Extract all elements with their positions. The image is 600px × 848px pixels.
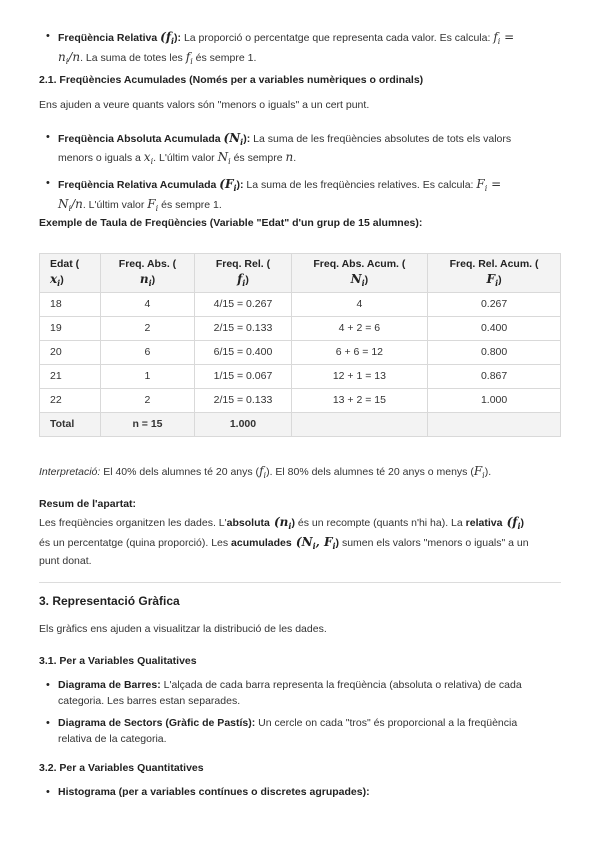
table-cell: 2/15 = 0.133 [195,317,291,341]
table-cell: 12 + 1 = 13 [291,365,428,389]
table-total-cell [428,413,561,437]
frequency-table [39,253,561,437]
table-header-cell: Freq. Rel. ( $f_i$) [195,254,291,293]
table-body [40,293,561,437]
table-row [40,365,561,389]
accumulated-frequency-list [0,129,600,216]
table-cell: 4 [100,293,195,317]
table-cell: 4 + 2 = 6 [291,317,428,341]
table-header-cell: Edat ( $x_i$) [40,254,101,293]
section-2-1-heading: 2.1. Freqüències Acumulades (Només per a variables numèriques o ordinals) [39,74,424,86]
relative-frequency-label: Freqüència Relativa $(f_i)$: [58,30,182,47]
section-3-heading: 3. Representació Gràfica [39,594,180,608]
relative-frequency-list [0,28,600,69]
table-cell: 22 [40,389,101,413]
table-total-row [40,413,561,437]
table-cell: 19 [40,317,101,341]
table-header-cell: Freq. Abs. ( $n_i$) [100,254,195,293]
table-total-cell: 1.000 [195,413,291,437]
example-heading: Exemple de Taula de Freqüències (Variable "Edat" d'un grup de 15 alumnes): [39,217,423,229]
bar-chart-item: • Diagrama de Barres: L'alçada de cada barra representa la freqüència (absoluta o relativa) de cada categoria. Les barres estan separades. [58,677,600,710]
summary-text: Les freqüències organitzen les dades. L'absoluta $(n_i)$ és un recompte (quants n'hi ha). La relativa $(f_i)$ és un percentatge (quina proporció). Les acumulades ($N_i$, $F_i$) sumen els valors "menors o iguals" a un punt donat. [39,515,529,568]
table-row [40,317,561,341]
table-cell: 6 [100,341,195,365]
table-header-row [40,254,561,293]
table-total-cell [291,413,428,437]
table-cell: 4/15 = 0.267 [195,293,291,317]
section-divider [39,582,561,583]
table-cell: 18 [40,293,101,317]
table-cell: 0.267 [428,293,561,317]
qualitative-list [0,677,600,747]
table-cell: 21 [40,365,101,389]
table-cell: 0.867 [428,365,561,389]
table-total-cell: n = 15 [100,413,195,437]
table-cell: 4 [291,293,428,317]
table-header-cell: Freq. Abs. Acum. ( $N_i$) [291,254,428,293]
interpretation: Interpretació: El 40% dels alumnes té 20 anys $(f_i)$. El 80% dels alumnes té 20 anys o menys $(F_i)$. [39,464,492,481]
section-2-1-intro: Ens ajuden a veure quants valors són "menors o iguals" a un cert punt. [39,99,370,111]
table-cell: 1 [100,365,195,389]
section-3-intro: Els gràfics ens ajuden a visualitzar la distribució de les dades. [39,623,327,635]
table-row [40,293,561,317]
table-cell: 2/15 = 0.133 [195,389,291,413]
table-row [40,341,561,365]
relative-frequency-item: • Freqüència Relativa $(f_i)$: La proporció o percentatge que representa cada valor. Es calcula: $f_i$ = $n_i/n$. La suma de totes les $f_i$ és sempre 1. [58,28,600,69]
table-cell: 0.800 [428,341,561,365]
absolute-accumulated-item: • Freqüència Absoluta Acumulada $(N_i)$: La suma de les freqüències absolutes de tots els valors menors o iguals a $x_i$. L'últim valor $N_i$ és sempre n. [58,129,600,169]
table-header-cell: Freq. Rel. Acum. ( $F_i$) [428,254,561,293]
histogram-item: • Histograma (per a variables contínues o discretes agrupades): [58,784,600,800]
table-cell: 2 [100,389,195,413]
quantitative-list [0,784,600,800]
table-cell: 6 + 6 = 12 [291,341,428,365]
table-cell: 1/15 = 0.067 [195,365,291,389]
table-cell: 13 + 2 = 15 [291,389,428,413]
table-cell: 6/15 = 0.400 [195,341,291,365]
relative-accumulated-item: • Freqüència Relativa Acumulada $(F_i)$: La suma de les freqüències relatives. Es calcula: $F_i$ = $N_i/n$. L'últim valor $F_i$ és sempre 1. [58,175,600,216]
table-cell: 1.000 [428,389,561,413]
section-3-2-heading: 3.2. Per a Variables Quantitatives [39,762,204,774]
table-cell: 2 [100,317,195,341]
table-total-cell: Total [40,413,101,437]
table-cell: 0.400 [428,317,561,341]
table-cell: 20 [40,341,101,365]
summary-heading: Resum de l'apartat: [39,498,137,510]
section-3-1-heading: 3.1. Per a Variables Qualitatives [39,655,197,667]
pie-chart-item: • Diagrama de Sectors (Gràfic de Pastís): Un cercle on cada "tros" és proporcional a la freqüència relativa de la categoria. [58,715,600,748]
table-row [40,389,561,413]
